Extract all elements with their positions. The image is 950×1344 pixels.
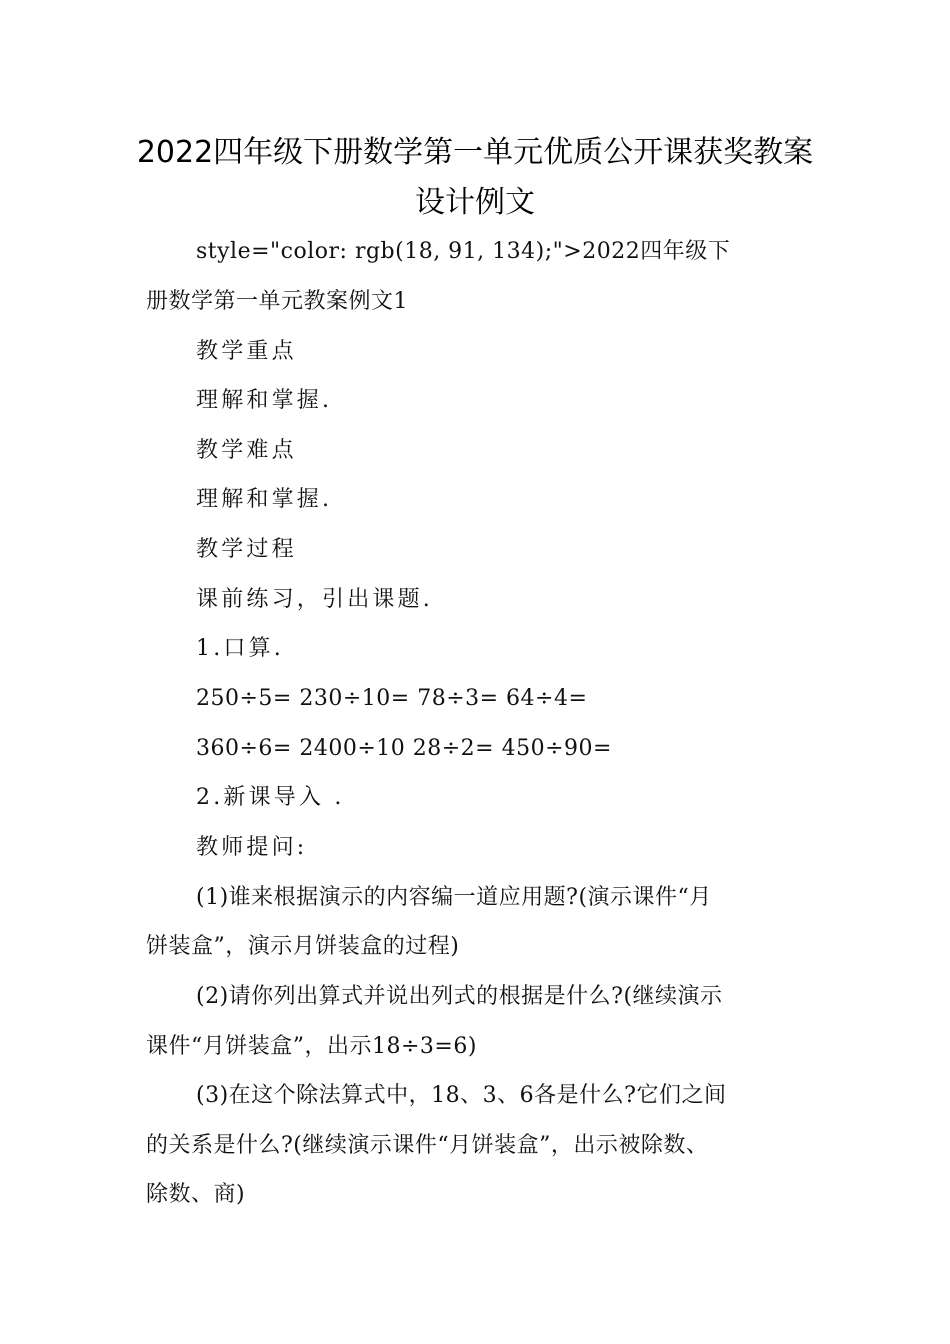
paragraph-teaching-process: 教学过程 [196,537,297,562]
paragraph-question-2-line-2: 课件“月饼装盒”，出示18÷3=6) [146,1034,477,1059]
document-title-line-2: 设计例文 [415,185,535,220]
paragraph-question-1-line-2: 饼装盒”，演示月饼装盒的过程) [146,934,460,959]
paragraph-1-line-2: 册数学第一单元教案例文1 [146,289,408,314]
paragraph-teaching-focus: 教学重点 [196,339,297,364]
document-title-line-1: 2022四年级下册数学第一单元优质公开课获奖教案 [136,135,814,170]
paragraph-math-row-1: 250÷5= 230÷10= 78÷3= 64÷4= [196,686,588,711]
paragraph-oral-calculation: 1.口算. [196,636,284,661]
paragraph-question-3-line-3: 除数、商) [146,1182,246,1207]
paragraph-question-1-line-1: (1)谁来根据演示的内容编一道应用题?(演示课件“月 [196,885,712,910]
paragraph-question-3-line-2: 的关系是什么?(继续演示课件“月饼装盒”，出示被除数、 [146,1133,709,1158]
paragraph-new-lesson: 2.新课导入 . [196,785,345,810]
paragraph-math-row-2: 360÷6= 2400÷10 28÷2= 450÷90= [196,736,612,761]
paragraph-teaching-difficulty: 教学难点 [196,438,297,463]
paragraph-question-3-line-1: (3)在这个除法算式中，18、3、6各是什么?它们之间 [196,1083,727,1108]
paragraph-teacher-question: 教师提问: [196,835,308,860]
paragraph-pre-class-practice: 课前练习，引出课题. [196,587,433,612]
paragraph-understand-2: 理解和掌握. [196,487,333,512]
paragraph-understand-1: 理解和掌握. [196,388,333,413]
paragraph-question-2-line-1: (2)请你列出算式并说出列式的根据是什么?(继续演示 [196,984,723,1009]
paragraph-1-line-1: style="color: rgb(18, 91, 134);">2022四年级下 [196,239,731,264]
